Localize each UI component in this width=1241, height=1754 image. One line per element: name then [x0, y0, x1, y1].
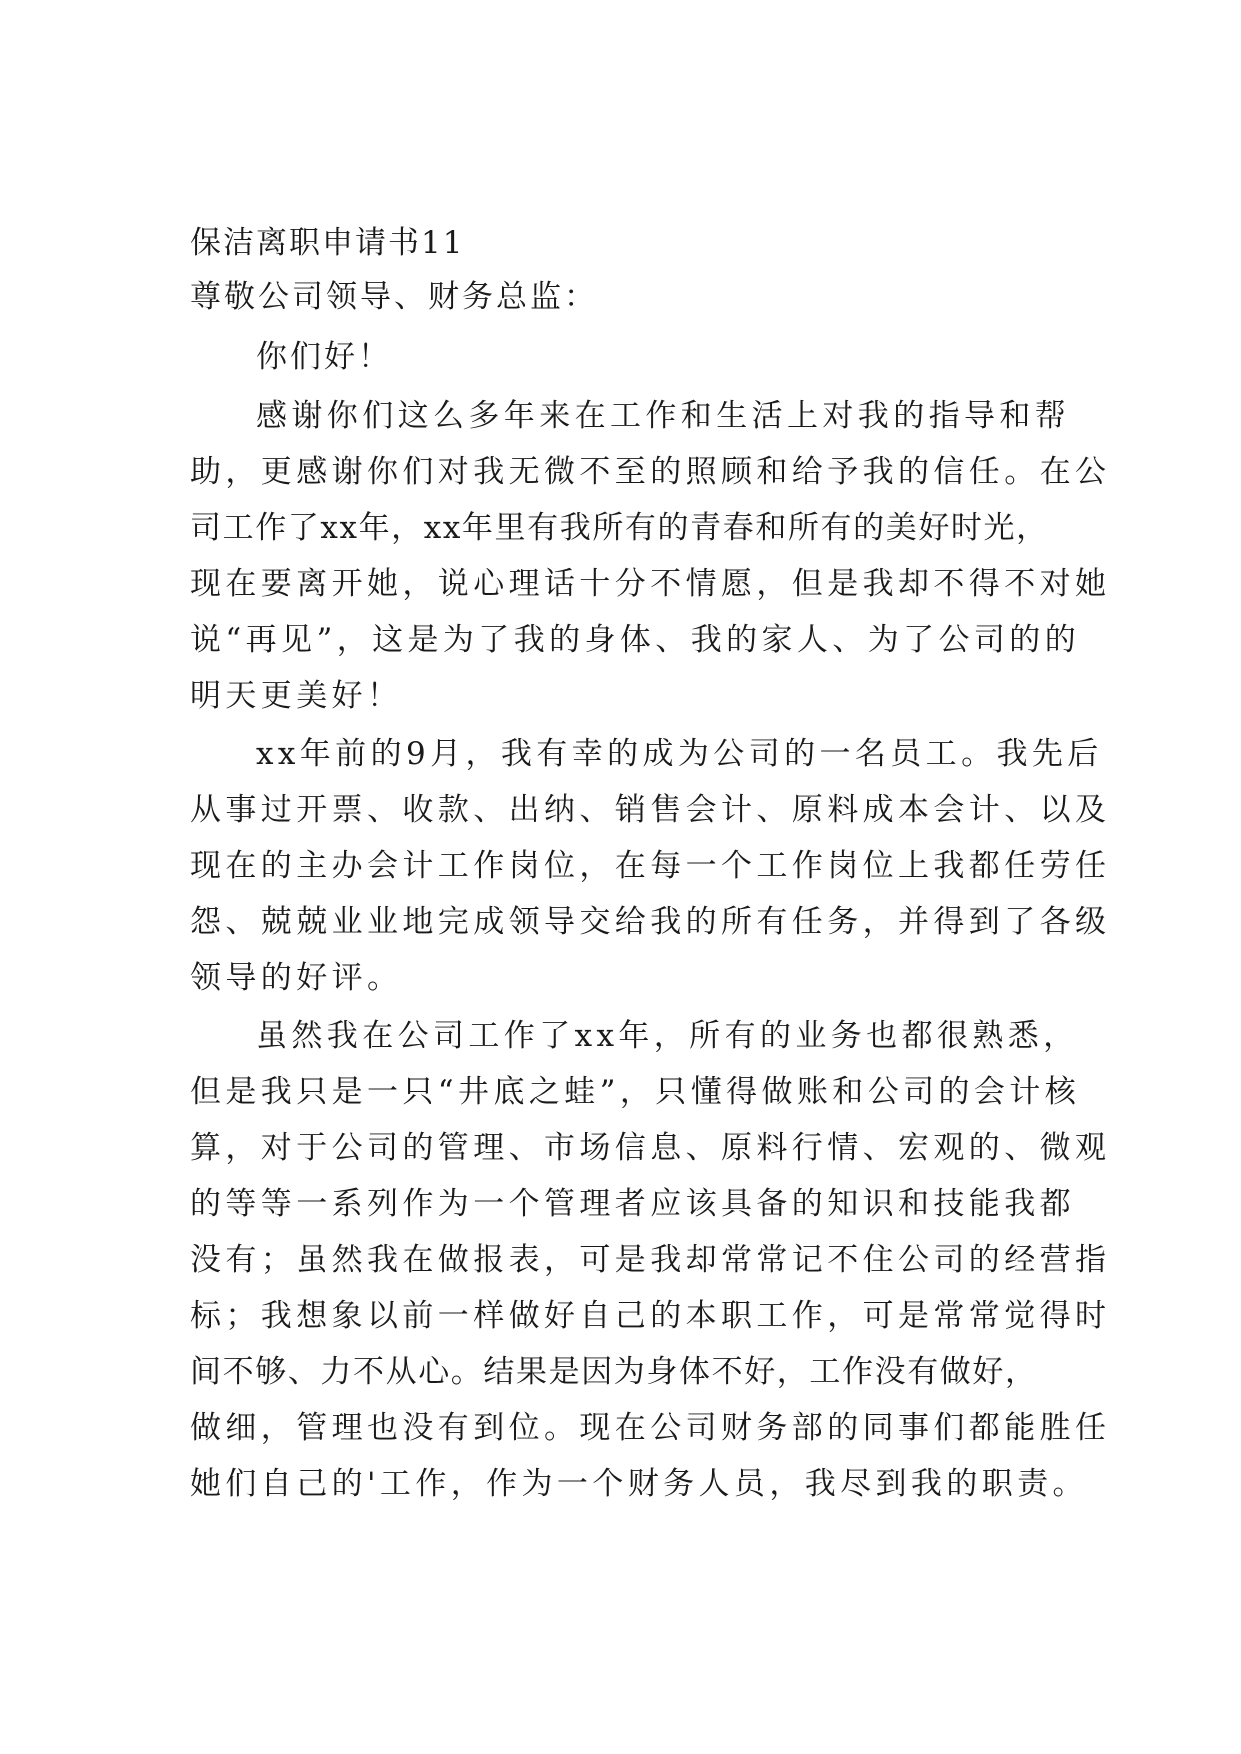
paragraph-line: 标；我想象以前一样做好自己的本职工作，可是常常觉得时 [190, 1298, 1111, 1334]
salutation: 尊敬公司领导、财务总监： [190, 279, 598, 315]
paragraph-line: 她们自己的'工作，作为一个财务人员，我尽到我的职责。 [190, 1466, 1088, 1502]
paragraph-line: 领导的好评。 [190, 960, 403, 996]
document-title: 保洁离职申请书11 [190, 225, 465, 261]
paragraph-line: 从事过开票、收款、出纳、销售会计、原料成本会计、以及 [190, 792, 1111, 828]
paragraph-line: 怨、兢兢业业地完成领导交给我的所有任务，并得到了各级 [190, 904, 1111, 940]
paragraph-line: 虽然我在公司工作了xx年，所有的业务也都很熟悉， [256, 1018, 1079, 1054]
paragraph-reasons [190, 1008, 1111, 1512]
paragraph-line: 现在的主办会计工作岗位，在每一个工作岗位上我都任劳任 [190, 848, 1111, 884]
paragraph-line: 的等等一系列作为一个管理者应该具备的知识和技能我都 [190, 1186, 1075, 1222]
document-body [190, 218, 1111, 1512]
paragraph-line: 现在要离开她，说心理话十分不情愿，但是我却不得不对她 [190, 566, 1111, 602]
paragraph-line: 没有；虽然我在做报表，可是我却常常记不住公司的经营指 [190, 1242, 1111, 1278]
paragraph-line: 司工作了xx年，xx年里有我所有的青春和所有的美好时光， [190, 510, 1049, 546]
paragraph-line: 算，对于公司的管理、市场信息、原料行情、宏观的、微观 [190, 1130, 1111, 1166]
paragraph-line: 做细，管理也没有到位。现在公司财务部的同事们都能胜任 [190, 1410, 1111, 1446]
paragraph-line: 说“再见”，这是为了我的身体、我的家人、为了公司的的 [190, 622, 1081, 658]
paragraph-line: 间不够、力不从心。结果是因为身体不好，工作没有做好， [190, 1354, 1038, 1390]
paragraph-line: 助，更感谢你们对我无微不至的照顾和给予我的信任。在公 [190, 454, 1111, 490]
greeting: 你们好！ [256, 339, 392, 375]
paragraph-thanks [190, 388, 1111, 724]
paragraph-history [190, 726, 1111, 1006]
paragraph-line: 但是我只是一只“井底之蛙”，只懂得做账和公司的会计核 [190, 1074, 1081, 1110]
paragraph-line: xx年前的9月，我有幸的成为公司的一名员工。我先后 [256, 736, 1103, 772]
paragraph-line: 感谢你们这么多年来在工作和生活上对我的指导和帮 [256, 398, 1071, 434]
paragraph-line: 明天更美好！ [190, 678, 403, 714]
